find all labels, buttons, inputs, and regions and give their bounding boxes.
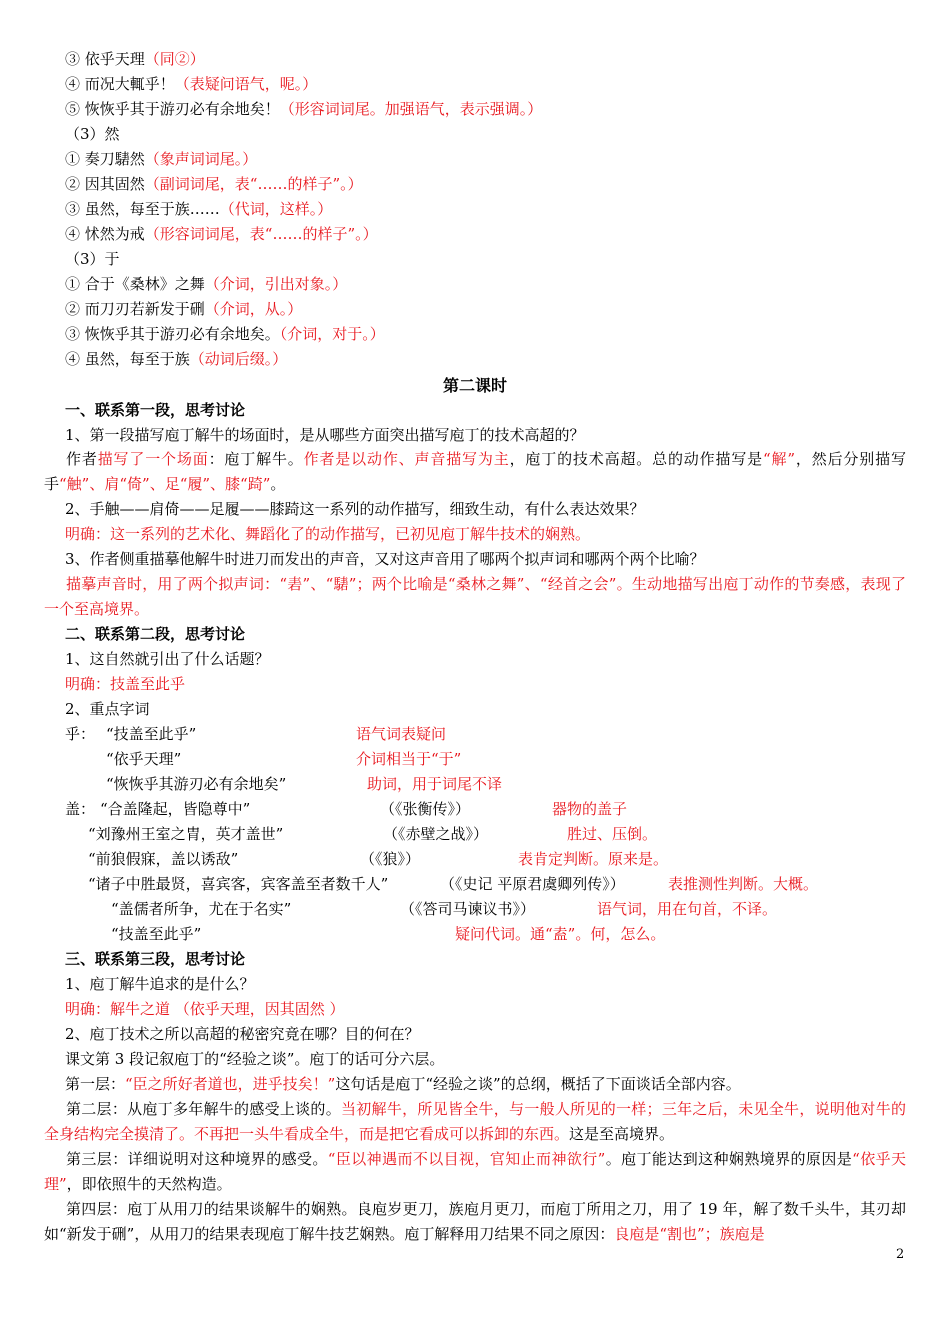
word-example: “前狼假寐，盖以诱敌”: [88, 850, 239, 868]
word-example: “技盖至此乎”: [111, 925, 202, 943]
word-example: “恢恢乎其游刃必有余地矣”: [106, 775, 287, 793]
word-note: 表肯定判断。原来是。: [518, 850, 669, 868]
word-note: 疑问代词。通“盍”。何，怎么。: [455, 925, 666, 943]
word-note: 介词相当于“于”: [356, 750, 462, 768]
example-line: ② 因其固然（副词词尾，表“……的样子”。）: [65, 175, 363, 193]
example-line: ③ 依乎天理（同②）: [65, 50, 205, 68]
section-heading: 二、联系第二段，思考讨论: [65, 625, 246, 643]
answer: 明确：技盖至此乎: [65, 675, 186, 693]
layer-paragraph: 第三层：详细说明对这种境界的感受。“臣以神遇而不以目视，官知止而神欲行”。庖丁能达到这种娴熟境界的原因是“依乎天理”，即依照牛的天然构造。: [44, 1150, 906, 1193]
word-example: “诸子中胜最贤，喜宾客，宾客盖至者数千人”: [88, 875, 389, 893]
word-note: 胜过、压倒。: [567, 825, 658, 843]
example-line: ③ 虽然，每至于族……（代词，这样。）: [65, 200, 333, 218]
word-source: （《答司马谏议书》）: [400, 900, 536, 918]
answer: 明确：解牛之道 （依乎天理，因其固然 ）: [65, 1000, 345, 1018]
word-source: （《张衡传》）: [380, 800, 471, 818]
word-source: （《史记 平原君虞卿列传》）: [440, 875, 625, 893]
question: 1、庖丁解牛追求的是什么？: [65, 975, 255, 993]
question: 2、重点字词: [65, 700, 150, 718]
answer-paragraph: 作者描写了一个场面：庖丁解牛。作者是以动作、声音描写为主，庖丁的技术高超。总的动作描写是“解”，然后分别描写手“触”、肩“倚”、足“履”、膝“踦”。: [44, 450, 906, 493]
word-note: 器物的盖子: [552, 800, 628, 818]
word-example: “合盖隆起，皆隐尊中”: [100, 800, 251, 818]
question: 1、第一段描写庖丁解牛的场面时，是从哪些方面突出描写庖丁的技术高超的？: [65, 426, 585, 444]
lesson-title: 第二课时: [442, 376, 507, 395]
example-line: ④ 虽然，每至于族（动词后缀。）: [65, 350, 288, 368]
word-example: “刘豫州王室之胄，英才盖世”: [88, 825, 284, 843]
intro-text: 课文第 3 段记叙庖丁的“经验之谈”。庖丁的话可分六层。: [65, 1050, 445, 1068]
section-heading: 一、联系第一段，思考讨论: [65, 401, 246, 419]
subheading-ran: （3）然: [65, 125, 120, 143]
question: 3、作者侧重描摹他解牛时进刀而发出的声音，又对这声音用了哪两个拟声词和哪两个两个比喻？: [65, 550, 705, 568]
subheading-yu: （3）于: [65, 250, 120, 268]
word-example: “盖儒者所争，尤在于名实”: [111, 900, 292, 918]
word-example: “依乎天理”: [106, 750, 182, 768]
word-note: 语气词，用在句首，不译。: [597, 900, 778, 918]
example-line: ④ 怵然为戒（形容词词尾，表“……的样子”。）: [65, 225, 378, 243]
example-line: ③ 恢恢乎其于游刃必有余地矣。（介词，对于。）: [65, 325, 385, 343]
layer-paragraph: 第二层：从庖丁多年解牛的感受上谈的。当初解牛，所见皆全牛，与一般人所见的一样；三年之后，未见全牛，说明他对牛的全身结构完全摸清了。不再把一头牛看成全牛，而是把它看成可以拆卸的东西。这是至高境界。: [44, 1100, 906, 1143]
example-line: ② 而刀刃若新发于硎（介词，从。）: [65, 300, 303, 318]
section-heading: 三、联系第三段，思考讨论: [65, 950, 246, 968]
word-source: （《狼》）: [360, 850, 421, 868]
word-label-hu: 乎：: [65, 725, 96, 743]
word-note: 语气词表疑问: [356, 725, 447, 743]
example-line: ⑤ 恢恢乎其于游刃必有余地矣！（形容词词尾。加强语气，表示强调。）: [65, 100, 543, 118]
word-source: （《赤壁之战》）: [383, 825, 489, 843]
answer: 明确：这一系列的艺术化、舞蹈化了的动作描写，已初见庖丁解牛技术的娴熟。: [65, 525, 591, 543]
word-label-gai: 盖：: [65, 800, 96, 818]
example-line: ① 奏刀騞然（象声词词尾。）: [65, 150, 258, 168]
answer-paragraph: 描摹声音时，用了两个拟声词：“砉”、“騞”；两个比喻是“桑林之舞”、“经首之会”。生动地描写出庖丁动作的节奏感，表现了一个至高境界。: [44, 575, 906, 618]
example-line: ① 合于《桑林》之舞（介词，引出对象。）: [65, 275, 348, 293]
question: 1、这自然就引出了什么话题？: [65, 650, 270, 668]
word-note: 助词，用于词尾不译: [367, 775, 503, 793]
question: 2、手触——肩倚——足履——膝踦这一系列的动作描写，细致生动，有什么表达效果？: [65, 500, 645, 518]
layer-paragraph: 第四层：庖丁从用刀的结果谈解牛的娴熟。良庖岁更刀，族庖月更刀，而庖丁所用之刀，用了 19 年，解了数千头牛，其刃却如“新发于硎”，从用刀的结果表现庖丁解牛技艺娴熟。庖丁解释用刀结果不同之原因：良庖是“割也”；族庖是: [44, 1200, 906, 1243]
question: 2、庖丁技术之所以高超的秘密究竟在哪？目的何在？: [65, 1025, 420, 1043]
example-line: ④ 而况大輒乎！（表疑问语气，呢。）: [65, 75, 318, 93]
layer-paragraph: 第一层：“臣之所好者道也，进乎技矣！”这句话是庖丁“经验之谈”的总纲，概括了下面谈话全部内容。: [65, 1075, 741, 1093]
page-number: 2: [896, 1247, 905, 1262]
word-example: “技盖至此乎”: [106, 725, 197, 743]
word-note: 表推测性判断。大概。: [668, 875, 819, 893]
